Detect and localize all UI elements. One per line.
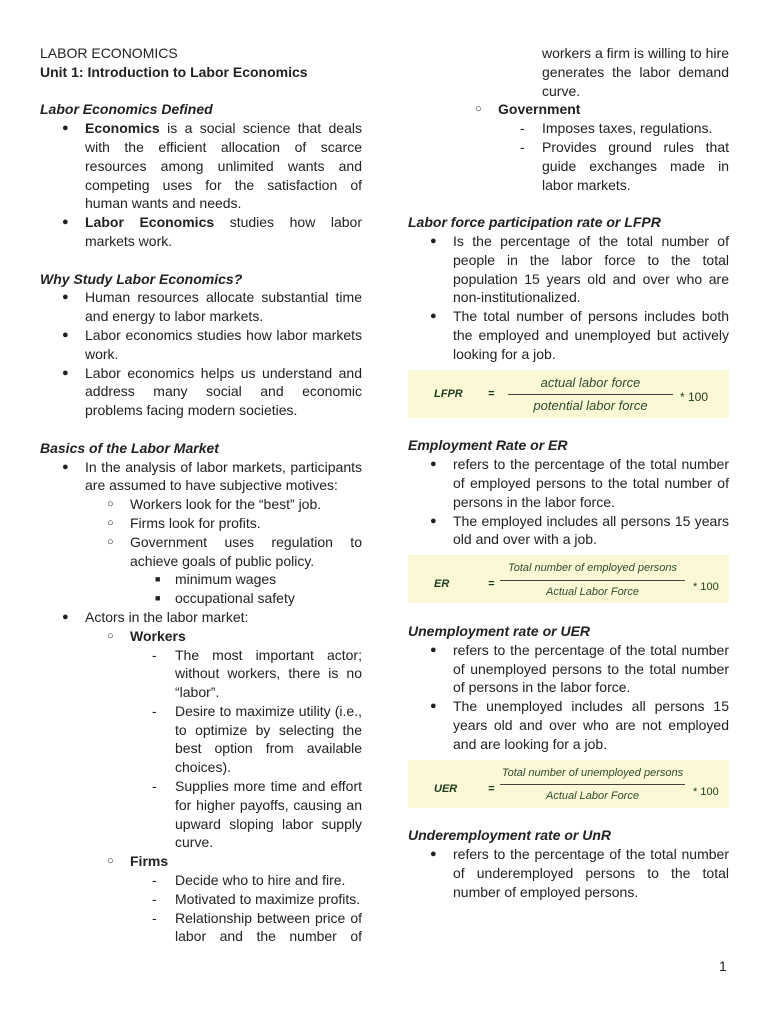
list-item (40, 119, 362, 213)
actor-workers-label: Workers (130, 627, 186, 644)
list-item-government (408, 100, 729, 194)
formula-label: ER (434, 578, 450, 591)
section-heading-er: Employment Rate or ER (408, 437, 568, 454)
unr-list (408, 845, 729, 901)
formula-equals: = (488, 578, 495, 591)
formula-fraction (500, 764, 685, 807)
lfpr-formula (408, 370, 729, 418)
definition-text: is a social science that deals with the efficient allocation of scarce resources among unlimited wants and competing uses for the satisfaction of human wants and needs. (85, 120, 362, 212)
list-item: - Relationship between price of labor and the number of (130, 909, 362, 947)
er-list (408, 455, 729, 549)
list-item: ○ Workers look for the “best” job. (85, 495, 362, 514)
list-item: - Motivated to maximize profits. (130, 890, 362, 909)
formula-multiplier: * 100 (693, 581, 719, 594)
list-item: - Desire to maximize utility (i.e., to optimize by selecting the best option from available choices). (130, 702, 362, 777)
list-item (408, 44, 729, 100)
fraction-bar (508, 394, 673, 395)
list-item (85, 627, 362, 853)
why-list (40, 288, 362, 420)
formula-fraction (508, 374, 673, 417)
section-heading-uer: Unemployment rate or UER (408, 622, 591, 639)
document-title: LABOR ECONOMICS (40, 45, 178, 61)
formula-denominator: Actual Labor Force (546, 790, 639, 803)
list-item: ○ Firms look for profits. (85, 514, 362, 533)
section-heading-basics: Basics of the Labor Market (40, 439, 219, 456)
list-item: ■ occupational safety (130, 589, 362, 608)
er-formula (408, 555, 729, 603)
list-item: ● refers to the percentage of the total number of unemployed persons to the total number of persons in the labor force. (408, 641, 729, 697)
lfpr-list (408, 232, 729, 364)
section-heading-why: Why Study Labor Economics? (40, 270, 243, 287)
firms-list (130, 871, 362, 946)
unit-title: Unit 1: Introduction to Labor Economics (40, 63, 308, 80)
list-item: ● The unemployed includes all persons 15 years old and over who are not employed and are looking for a job. (408, 697, 729, 753)
workers-list (130, 646, 362, 853)
list-item: - The most important actor; without workers, there is no “labor”. (130, 646, 362, 702)
list-item: - Imposes taxes, regulations. (498, 119, 729, 138)
definition-text: studies how labor markets work. (85, 214, 362, 249)
term-labor-economics: Labor Economics (85, 214, 215, 231)
government-list (498, 119, 729, 194)
list-item: ■ minimum wages (130, 570, 362, 589)
list-item: - Supplies more time and effort for higher payoffs, causing an upward sloping labor supply curve. (130, 777, 362, 852)
uer-formula (408, 760, 729, 808)
motive-government: Government uses regulation to achieve goals of public policy. (130, 533, 362, 569)
right-column (408, 44, 729, 901)
actor-government-label: Government (498, 101, 581, 118)
actors-intro: Actors in the labor market: (85, 608, 249, 625)
list-item (40, 458, 362, 608)
formula-numerator: Total number of employed persons (508, 562, 677, 575)
formula-label: LFPR (434, 387, 463, 400)
page-number: 1 (719, 958, 727, 974)
uer-list (408, 641, 729, 754)
section-heading-unr: Underemployment rate or UnR (408, 827, 612, 844)
actors-list-continued (408, 44, 729, 194)
firms-list-continued (408, 44, 729, 100)
list-item: ● refers to the percentage of the total number of employed persons to the total number of persons in the labor force. (408, 455, 729, 511)
formula-multiplier: * 100 (693, 785, 719, 798)
section-heading-defined: Labor Economics Defined (40, 101, 213, 118)
list-item: - Decide who to hire and fire. (130, 871, 362, 890)
gov-goals-list (130, 570, 362, 608)
formula-numerator: actual labor force (540, 374, 641, 390)
actors-list (85, 627, 362, 947)
list-item (40, 608, 362, 946)
term-economics: Economics (85, 120, 160, 137)
formula-equals: = (488, 387, 495, 400)
list-item: - Provides ground rules that guide exchanges made in labor markets. (498, 138, 729, 194)
list-item (85, 852, 362, 946)
formula-denominator: potential labor force (533, 398, 648, 414)
basics-list (40, 458, 362, 947)
list-item: ● refers to the percentage of the total number of underemployed persons to the total number of employed persons. (408, 845, 729, 901)
basics-intro: In the analysis of labor markets, participants are assumed to have subjective motives: (85, 458, 362, 494)
list-item: ● The total number of persons includes both the employed and unemployed but actively looking for a job. (408, 307, 729, 363)
list-item: ● Labor economics studies how labor markets work. (40, 326, 362, 364)
formula-label: UER (434, 782, 458, 795)
defined-list (40, 119, 362, 251)
fraction-bar (500, 784, 685, 785)
motives-list (85, 495, 362, 608)
list-item (40, 213, 362, 251)
continued-list (408, 44, 729, 194)
list-item (408, 44, 729, 194)
formula-fraction (500, 559, 685, 602)
list-item: ● Is the percentage of the total number of people in the labor force to the total population 15 years old and over who are non-institutionalized. (408, 232, 729, 307)
formula-denominator: Actual Labor Force (546, 585, 639, 598)
list-item: ● Human resources allocate substantial time and energy to labor markets. (40, 288, 362, 326)
fraction-bar (500, 580, 685, 581)
list-item: workers a firm is willing to hire generates the labor demand curve. (542, 45, 729, 99)
formula-multiplier: * 100 (680, 389, 709, 404)
left-column (40, 44, 362, 946)
formula-numerator: Total number of unemployed persons (501, 766, 684, 779)
list-item: ● The employed includes all persons 15 years old and over with a job. (408, 512, 729, 550)
list-item: ● Labor economics helps us understand and address many social and economic problems facing modern societies. (40, 364, 362, 420)
actor-firms-label: Firms (130, 853, 169, 870)
section-heading-lfpr: Labor force participation rate or LFPR (408, 214, 661, 231)
formula-equals: = (488, 782, 495, 795)
list-item (85, 533, 362, 608)
